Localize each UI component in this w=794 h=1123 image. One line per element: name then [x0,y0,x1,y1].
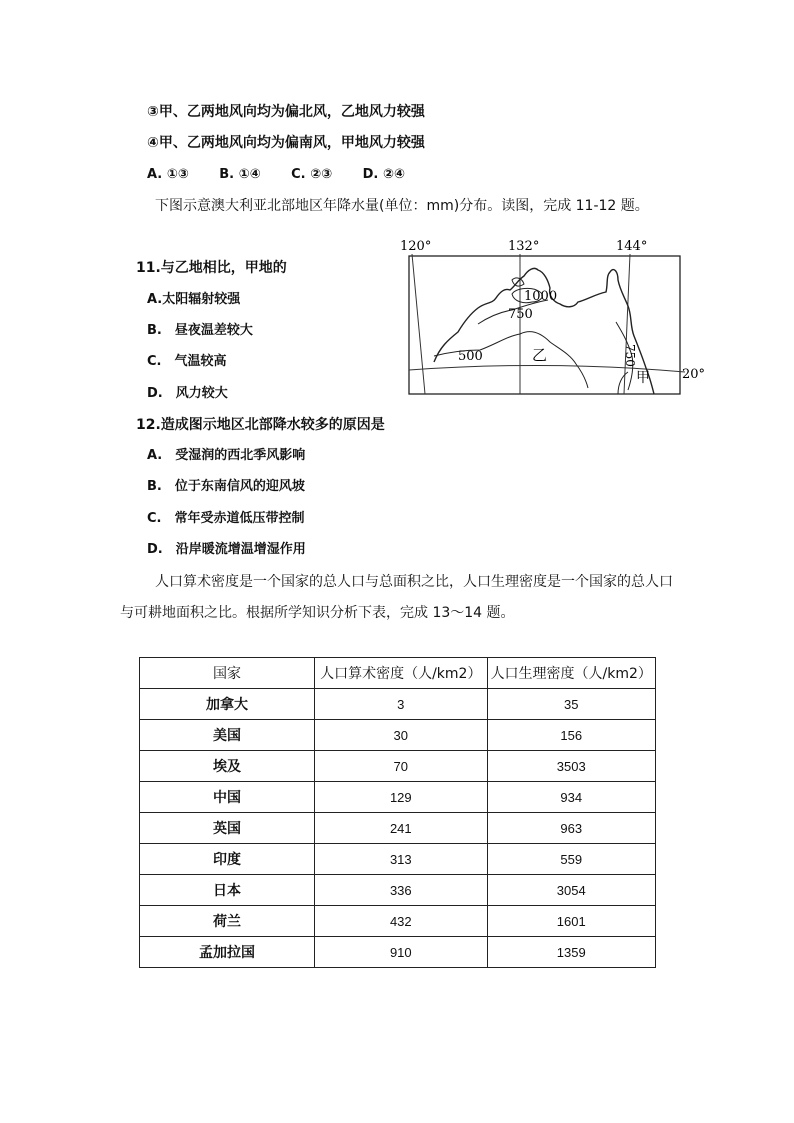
cell-arithmetic: 3 [315,689,487,720]
cell-physiological: 934 [487,782,655,813]
cell-arithmetic: 241 [315,813,487,844]
cell-country: 荷兰 [140,906,315,937]
choice-c[interactable] [291,165,332,185]
choice-letter: C. [291,167,306,182]
choice-text: ①④ [238,167,261,182]
q12-option-a[interactable]: A. 受湿润的西北季风影响 [147,448,306,463]
cell-country: 日本 [140,875,315,906]
lon-label-132: 132° [508,239,540,254]
table-row [140,689,656,720]
cell-physiological: 156 [487,720,655,751]
isohyet-label-750: 750 [508,307,533,322]
table-row [140,751,656,782]
table-row [140,782,656,813]
answer-choices [147,164,405,185]
choice-letter: D. [362,167,379,182]
q11-stem: 11.与乙地相比，甲地的 [136,260,287,276]
cell-physiological: 963 [487,813,655,844]
table-row [140,875,656,906]
table-row [140,720,656,751]
header-arithmetic-density: 人口算术密度（人/km2） [315,658,487,689]
isohyet-label-500: 500 [458,349,483,364]
choice-a[interactable] [147,165,189,185]
density-para-line1: 人口算术密度是一个国家的总人口与总面积之比，人口生理密度是一个国家的总人口 [155,574,673,590]
place-label-yi: 乙 [532,346,548,364]
choice-letter: A. [147,167,163,182]
table-row [140,906,656,937]
choice-letter: B. [219,167,235,182]
map-intro: 下图示意澳大利亚北部地区年降水量(单位：mm)分布。读图，完成 11-12 题。 [155,198,649,214]
lon-label-120: 120° [400,239,432,254]
lat-label-20: 20° [682,367,706,382]
rainfall-map [400,232,706,402]
q12-option-b[interactable]: B. 位于东南信风的迎风坡 [147,479,305,494]
cell-arithmetic: 70 [315,751,487,782]
choice-text: ②③ [310,167,333,182]
table-row [140,813,656,844]
boundary-line [618,372,628,394]
isohyet-label-1000: 1000 [524,289,558,304]
table-row [140,937,656,968]
isohyet-label-750-east: 750 [623,344,637,367]
cell-country: 加拿大 [140,689,315,720]
table-header-row [140,658,656,689]
q12-option-d[interactable]: D. 沿岸暖流增温增湿作用 [147,542,306,557]
header-physiological-density: 人口生理密度（人/km2） [487,658,655,689]
choice-d[interactable] [363,165,405,185]
place-label-jia: 甲 [636,370,650,386]
cell-arithmetic: 129 [315,782,487,813]
cell-country: 英国 [140,813,315,844]
population-density-table [139,657,656,968]
table-row [140,844,656,875]
header-country: 国家 [140,658,315,689]
q11-option-b[interactable]: B. 昼夜温差较大 [147,323,253,338]
cell-physiological: 35 [487,689,655,720]
q11-option-c[interactable]: C. 气温较高 [147,354,227,369]
lon-label-144: 144° [616,239,648,254]
cell-physiological: 3054 [487,875,655,906]
choice-b[interactable] [219,165,260,185]
density-para-line2: 与可耕地面积之比。根据所学知识分析下表，完成 13～14 题。 [120,605,515,621]
statement-4: ④甲、乙两地风向均为偏南风，甲地风力较强 [147,135,425,151]
cell-physiological: 559 [487,844,655,875]
meridian-120 [412,254,425,394]
cell-physiological: 1601 [487,906,655,937]
choice-text: ①③ [166,167,189,182]
q12-option-c[interactable]: C. 常年受赤道低压带控制 [147,511,305,526]
cell-country: 埃及 [140,751,315,782]
cell-physiological: 3503 [487,751,655,782]
choice-text: ②④ [382,167,405,182]
q12-stem: 12.造成图示地区北部降水较多的原因是 [136,417,385,433]
cell-country: 印度 [140,844,315,875]
cell-country: 中国 [140,782,315,813]
cell-country: 美国 [140,720,315,751]
statement-3: ③甲、乙两地风向均为偏北风，乙地风力较强 [147,104,425,120]
q11-option-a[interactable]: A.太阳辐射较强 [147,292,241,307]
cell-arithmetic: 313 [315,844,487,875]
cell-arithmetic: 336 [315,875,487,906]
cell-country: 孟加拉国 [140,937,315,968]
cell-physiological: 1359 [487,937,655,968]
cell-arithmetic: 910 [315,937,487,968]
cell-arithmetic: 30 [315,720,487,751]
cell-arithmetic: 432 [315,906,487,937]
q11-option-d[interactable]: D. 风力较大 [147,386,228,401]
